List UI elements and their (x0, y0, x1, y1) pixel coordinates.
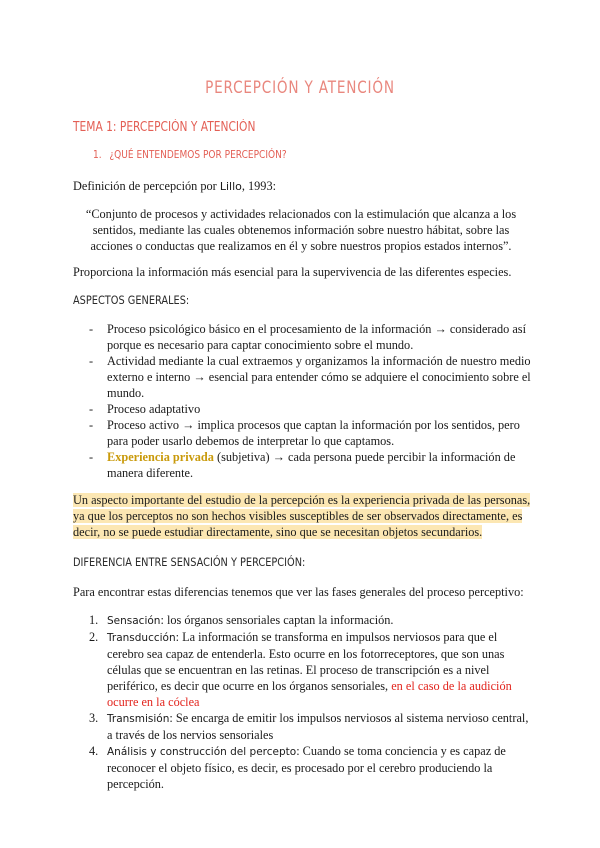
highlighted-paragraph (73, 492, 533, 540)
list-item-text: Proceso activo → implica procesos que captan la información por los sentidos, pero para poder usarlo debemos de interpretar lo que captamos. (107, 418, 520, 448)
definition-suffix: , 1993: (241, 179, 277, 193)
diferencia-intro: Para encontrar estas diferencias tenemos que ver las fases generales del proceso perceptivo: (73, 585, 524, 599)
list-item-text (107, 612, 533, 629)
fase-red-note: en el caso de la audición ocurre en la cóclea (107, 679, 512, 709)
list-item (73, 612, 533, 629)
list-item (73, 743, 533, 792)
definition-author: Lillo (219, 180, 242, 193)
definition-quote: “Conjunto de procesos y actividades relacionados con la estimulación que alcanza a los sentidos, mediante las cuales obtenemos información sobre nuestro hábitat, sobre las acciones o conductas que realizamos en él y sobre nuestros propios estados internos”. (85, 207, 517, 253)
list-item-text: Proceso adaptativo (107, 402, 201, 416)
section-label: ¿QUÉ ENTENDEMOS POR PERCEPCIÓN? (109, 148, 287, 161)
list-item-text (107, 710, 533, 743)
list-dash: - (89, 418, 94, 432)
list-item (73, 417, 531, 449)
list-dash: - (89, 402, 94, 416)
list-item-text: Actividad mediante la cual extraemos y organizamos la información de nuestro medio externo e interno → esencial para entender cómo se adquiere el conocimiento sobre el mundo. (107, 354, 531, 400)
list-number: 2. (89, 630, 99, 644)
list-item-text: Proceso psicológico básico en el procesamiento de la información → considerado así porque es necesario para captar conocimiento sobre el mundo. (107, 322, 526, 352)
fase-text: : Se encarga de emitir los impulsos nerviosos al sistema nervioso central, a través de los nervios sensoriales (107, 711, 529, 742)
fase-text: : La información se transforma en impulsos nerviosos para que el cerebro sea capaz de entenderla. Esto ocurre en los fotorreceptores, que son unas células que se encuentran en las retinas. El proceso de transcripción es a nivel periférico, es decir que ocurre en los órganos sensoriales, (107, 630, 505, 693)
definition-prefix: Definición de percepción por (73, 179, 220, 193)
list-item-text (107, 743, 533, 792)
experiencia-privada-term: Experiencia privada (107, 450, 214, 464)
list-item (73, 353, 531, 401)
list-dash: - (89, 450, 94, 464)
aspectos-heading: ASPECTOS GENERALES: (73, 293, 190, 307)
fase-term: Análisis y construcción del percepto (107, 746, 297, 758)
fase-text: : los órganos sensoriales captan la información. (160, 613, 394, 627)
fase-text: : Cuando se toma conciencia y es capaz de reconocer el objeto físico, es decir, es procesado por el cerebro produciendo la percepción. (107, 744, 506, 791)
list-item (73, 449, 531, 481)
section-heading (93, 148, 287, 161)
fase-term: Transmisión (107, 713, 170, 725)
list-number: 3. (89, 711, 99, 725)
fases-list (73, 612, 533, 792)
list-item (73, 629, 533, 710)
list-item-text (107, 629, 533, 710)
list-dash: - (89, 354, 94, 368)
diferencia-heading: DIFERENCIA ENTRE SENSACIÓN Y PERCEPCIÓN: (73, 555, 306, 569)
aspectos-list (73, 321, 531, 481)
list-item (73, 401, 531, 417)
list-item-text (107, 449, 531, 481)
list-number: 4. (89, 744, 99, 758)
tema-heading: TEMA 1: PERCEPCIÓN Y ATENCIÓN (73, 120, 256, 135)
fase-term: Transducción (107, 632, 176, 644)
proporciona-paragraph: Proporciona la información más esencial para la supervivencia de las diferentes especies. (73, 265, 512, 279)
list-item (73, 321, 531, 353)
page-title: PERCEPCIÓN Y ATENCIÓN (205, 78, 395, 98)
list-item-rest: (subjetiva) → cada persona puede percibir la información de manera diferente. (107, 450, 516, 480)
list-item (73, 710, 533, 743)
list-dash: - (89, 322, 94, 336)
section-number: 1. (93, 148, 102, 161)
list-number: 1. (89, 613, 99, 627)
definition-line (73, 178, 276, 195)
highlighted-text: Un aspecto importante del estudio de la percepción es la experiencia privada de las personas, ya que los perceptos no son hechos visibles susceptibles de ser observados directamente, es decir, no se puede estudiar directamente, sino que se necesitan objetos secundarios. (73, 493, 531, 539)
fase-term: Sensación (107, 615, 161, 627)
